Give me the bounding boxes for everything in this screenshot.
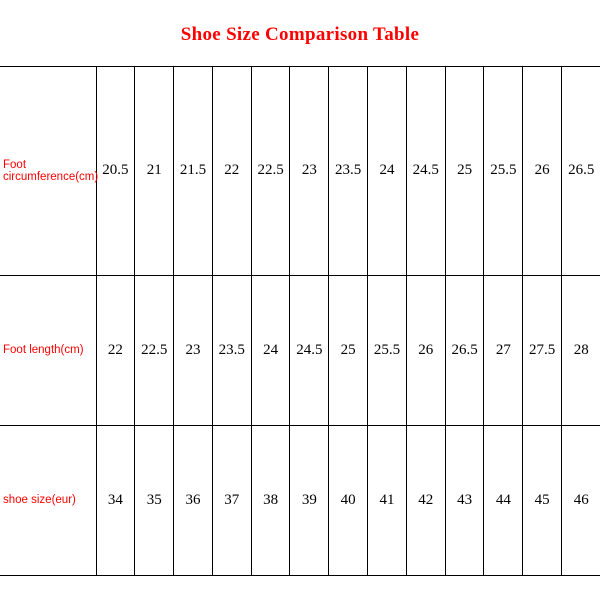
cell-value: 24 <box>251 275 290 425</box>
cell-value: 26.5 <box>562 67 600 276</box>
cell-value: 26 <box>406 275 445 425</box>
cell-value: 24 <box>368 67 407 276</box>
cell-value: 37 <box>212 425 251 575</box>
cell-value: 46 <box>562 425 600 575</box>
cell-value: 26.5 <box>445 275 484 425</box>
cell-value: 34 <box>96 425 135 575</box>
cell-value: 25 <box>445 67 484 276</box>
cell-value: 35 <box>135 425 174 575</box>
cell-value: 27 <box>484 275 523 425</box>
cell-value: 27.5 <box>523 275 562 425</box>
cell-value: 23 <box>174 275 213 425</box>
cell-value: 20.5 <box>96 67 135 276</box>
row-label-shoe-size-eur: shoe size(eur) <box>0 425 96 575</box>
table-row <box>0 275 600 425</box>
cell-value: 22 <box>212 67 251 276</box>
cell-value: 22.5 <box>135 275 174 425</box>
row-label-foot-length: Foot length(cm) <box>0 275 96 425</box>
cell-value: 23.5 <box>212 275 251 425</box>
cell-value: 21 <box>135 67 174 276</box>
cell-value: 28 <box>562 275 600 425</box>
cell-value: 21.5 <box>174 67 213 276</box>
cell-value: 24.5 <box>290 275 329 425</box>
cell-value: 23 <box>290 67 329 276</box>
cell-value: 24.5 <box>406 67 445 276</box>
shoe-size-table <box>0 66 600 576</box>
cell-value: 44 <box>484 425 523 575</box>
cell-value: 38 <box>251 425 290 575</box>
page-title: Shoe Size Comparison Table <box>180 24 420 45</box>
cell-value: 39 <box>290 425 329 575</box>
cell-value: 45 <box>523 425 562 575</box>
cell-value: 43 <box>445 425 484 575</box>
cell-value: 40 <box>329 425 368 575</box>
shoe-size-table-container <box>0 66 600 576</box>
cell-value: 42 <box>406 425 445 575</box>
cell-value: 25.5 <box>484 67 523 276</box>
cell-value: 36 <box>174 425 213 575</box>
cell-value: 22 <box>96 275 135 425</box>
table-row <box>0 67 600 276</box>
table-row <box>0 425 600 575</box>
row-label-foot-circumference: Foot circumference(cm) <box>0 67 96 276</box>
cell-value: 22.5 <box>251 67 290 276</box>
cell-value: 23.5 <box>329 67 368 276</box>
cell-value: 25 <box>329 275 368 425</box>
cell-value: 26 <box>523 67 562 276</box>
cell-value: 41 <box>368 425 407 575</box>
cell-value: 25.5 <box>368 275 407 425</box>
